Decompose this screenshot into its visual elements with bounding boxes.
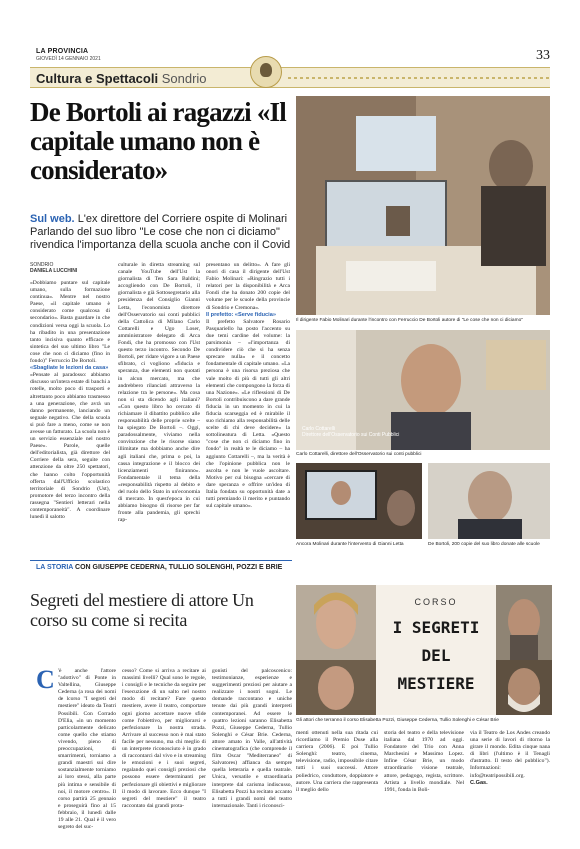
course-title-sign [376,585,496,715]
issue-date: GIOVEDÌ 14 GENNAIO 2021 [36,56,101,62]
overlay-name: Carlo Cottarelli [302,426,336,432]
article2-column-5: storia del teatro e della televisione italiana dal 1970 ad oggi. Fondatore del Trio con Anna Marchesini e Massimo Lopez. Infine César Brie, un modo straordinario visione teatrale, attore, pedagogo, regista, scrittore. Artista a livello mondiale. Nel 1991, fonda in Boli- [384,730,464,793]
article-column-1 [30,280,110,530]
article2-column-3: gonisti del palcoscenico: testimonianze, esperienze e suggerimenti preziosi per aiutare a realizzare i nostri sogni. Le domande raccontano e uniche tenute dai più grandi interpreti contemporanei. Ad essere le quattro lezioni saranno Elisabetta Pozzi, Giuseppe Cederna, Tullio Solenghi e César Brie. Cederna, attore amato in Valle, all'attività cinematografica (che comprende il film Oscar "Mediterraneo" di Salvatores) affianca da sempre quella letteraria e quella teatrale. Unica, versatile e straordinaria interprete dal carisma indiscusso, Elisabetta Pozzi ha recitato accanto a tutti i grandi nomi del teatro internazionale. Tanti i riconosci- [212,668,292,809]
video-overlay-name [302,426,399,438]
photo-caption: Il dirigente Fabio Molinari durante l'incontro con Ferruccio De Bortoli autore di "Le cose che non ci diciamo" [296,318,523,323]
article-paragraph: «Pensate al paradosso: abbiamo discusso un'intera estate di banchi a rotelle, molto poco di trasporti e altrettanto poco abbiamo trasmesso a una generazione, che avrà un danno permanente, lanciando un segnale negativo. Che della scuola si può fare a meno, come se non avesse un fatturato. La scuola non è un servizio essenziale nel nostro Paese». Parole, quelle dell'editorialista, già direttore del Corriere della sera, seguite con attenzione da oltre 250 spettatori, che hanno colto l'opportunità offerta dall'Ufficio scolastico territoriale di Sondrio (Ust), promotore del terzo incontro della rassegna "Sentieri letterari nella contemporaneità". A coordinare lunedì il salotto [30,372,110,521]
photo-video-call [296,96,550,315]
photo-caption: De Bortoli, 200 copie del suo libro donate alle scuole [428,542,540,547]
sign-line-1: I SEGRETI [392,618,480,637]
article-standfirst [30,213,292,252]
decorative-divider [288,77,550,79]
photo-tullio-solenghi [296,660,376,715]
article-author: C.Gas. [470,779,488,786]
photo-caption: Gli attori che terranno il corso Elisabetta Pozzi, Giuseppe Cederna, Tullio Solenghi e César Brie [296,718,499,723]
article2-column-4: menti ottenuti nella sua ritada cui ricordiamo il Premio Duse alla carriera (2006). E poi Tullio Solenghi: teatro, cinema, televisione, radio, impossibile citare tutti i suoi successi. Attore poliedrico, conduttore, doppiatore e autore. Una carriera che rappresenta il meglio dello [296,730,378,793]
newspaper-name: LA PROVINCIA [36,48,89,55]
article2-column-2: cesso? Come si arriva a recitare ai massimi livelli? Qual sono le regole, i consigli e le tecniche da seguire per l'esecuzione di un salto nel nostro modo di recitare? Fare questo mestiere, avere il teatro, comportare ogni giorno accettare nuove sfide come l'obiettivo, per migliorarsi e perfezionare la nostra strada. Arrivare al successo non è mai stato facile per nessuno, ma chi meglio di un interprete riconosciuto è in grado di raccontarci dal vivo e in streaming le emozioni e i suoi segreti, regalando quei consigli preziosi che possono essere determinanti per perfezionare gli obiettivi e migliorare il modo di lavorare. Ecco dunque "I segreti del mestiere" il teatro raccontato dai grandi prota- [122,668,206,809]
article-paragraph: via il Teatro de Los Andes creando una serie di lavori di ritorno la girare il mondo. Edita cinque nana di libri (l'ultimo è il Tenagli d'astratto. Il testo del pubblico"). Informazioni: info@teatripossibili.org. [470,730,550,779]
story-label-bar [30,560,292,576]
article2-column-6 [470,730,550,838]
article-headline: De Bortoli ai ragazzi «Il capitale umano non è considerato» [30,97,286,185]
section-title-location: Sondrio [161,71,207,86]
story-label [36,564,282,571]
sign-line-2: DEL [421,646,451,665]
portrait-logo-icon [250,56,282,88]
photo-de-bortoli [428,463,550,539]
article2-column-1: 'è anche l'attore "adottivo" di Ponte in Valtellina, Giuseppe Cederna (a rosa dei nomi de lcorso "I segreti del mestiere" ideato da Teatri Possibili. Con Corrado D'Elia, «in un momento particolarmente delicato come quello che stiamo vivendo, pieno di preoccupazioni, di smarrimenti, torniamo a grandi maestri sui dire sostanzialmente torniamo ai loro stessi, alla parte più intima e sensibile di noi, il motore centro». Il corso partirà 25 gennaio e proseguirà fino al 15 febbraio, il lunedì dalle 19 alle 21. Qual è il vero segreto del suc- [58,668,116,831]
photo-carlo-cottarelli [296,330,550,450]
byline-place: SONDRIO [30,262,54,268]
article-column-2 [118,262,200,530]
article-column-3 [206,262,290,530]
section-title [36,71,207,86]
standfirst-text: L'ex direttore del Corriere ospite di Molinari Parlando del suo libro "Le cose che non ci diciamo" rivendica l'importanza della scuola anche con il Covid [30,213,291,251]
article-paragraph: presentano un delitto». A fare gli onori di casa il dirigente dell'Ust Fabio Molinari: «Ringrazio tutti i relatori per la disponibilità e Arca Fondi che ha donato 200 copie del volume per le scuole della provincie di Sondrio e Cremona». [206,262,290,311]
photo-caption: Carlo Cottarelli, direttore dell'Osservatorio sui conti pubblici [296,452,422,457]
sign-corso-label: CORSO [414,597,458,607]
photo-molinari-letta [296,463,422,539]
byline-author: DANIELA LUCCHINI [30,268,78,274]
page-number: 33 [536,48,550,63]
byline [30,262,110,274]
overlay-role: Direttore dell'Osservatorio sui Conti Pubblici [302,432,400,438]
section-title-main: Cultura e Spettacoli [36,71,159,86]
article-paragraph: culturale in diretta streaming sul canale YouTube dell'Ust la giornalista di Ten Sara Baldini; accogliendo con De Bortoli, il giornalista e già Sottosegretario alla presidenza del Consiglio Gianni Letta, l'economista direttore dell'Osservatorio sui conti pubblici della Cattolica di Milano Carlo Cottarelli e Ugo Loser, amministratore delegato di Arca Fondi, che ha promosso con l'Ust questo terzo incontro. Secondo De Bortoli, per ridare vigore a un Paese sfibrato, ci vogliono «fiducia e speranza, due elementi non quotati in alcun mercato, ma che andrebbero rilanciati attraverso la relazione tra le persone». Ma cosa non si sta dicendo agli italiani? «Con questo libro ho cercato di richiamare il dibattito pubblico alle responsabilità delle proprie scelte – ha spiegato De Bortoli –. Oggi, paradossalmente, viviamo nella convinzione che le risorse siano illimitate ma dobbiamo anche dire agli italiani che, prima o poi, la cassa integrazione e il blocco dei licenziamenti finiranno». Fondamentale il tema della «responsabilità rispetto al debito e del ruolo dello Stato in un'economia di mercato. In quest'epoca in cui abbiamo bisogno di risorse per far fronte alla pandemia, gli sprechi rap- [118,262,200,524]
standfirst-kicker: Sul web. [30,213,75,225]
article-subheading: «Sbagliate le lezioni da casa» [30,365,109,372]
sign-line-3: MESTIERE [397,674,475,693]
photo-elisabetta-pozzi [296,585,376,660]
story-tag-people: CON GIUSEPPE CEDERNA, TULLIO SOLENGHI, POZZI E BRIE [75,564,283,571]
photo-giuseppe-cederna [496,585,552,660]
story-tag: LA STORIA [36,564,74,571]
article-headline-2: Segreti del mestiere di attore Un corso su come si recita [30,590,254,630]
article-subheading: Il prefetto: «Serve fiducia» [206,311,276,318]
photo-cesar-brie [496,660,552,715]
photo-caption: Ancora Molinari durante l'intervento di Gianni Letta [296,542,404,547]
article-paragraph: Il prefetto Salvatore Rosario Pasquariello ha posto l'accento su due temi cardine del volume: la parsimonia – «l'importanza di condividere ciò che si ha senza sprecare nulla» e il concetto fondamentale di capitale umano. «La persona è una risorsa preziosa che vale molto di più di tutti gli altri elementi che compongono la forza di una Nazione». «Le riflessioni di De Bortoli contribuiscono a dare grande fiducia in un momento in cui la fiducia scarseggia ed è mirabile il suo richiamo alla responsabilità delle scelte di chi deve decidere» la sottolineatura di Letta. «Questo "cose che non ci diciamo fino in fondo" in realtà te le diciamo – ha aggiunto Cottarelli –, ma la verità è che l'opinione pubblica non le ascolta e non le vuole ascoltare. Motivo per cui bisogna «cercare di dare speranza e offrire un'idea di Italia fondata su opportunità date a tutti premiando il merito e puntando sul capitale umano». [206,318,290,510]
drop-cap: C [36,665,55,694]
article-paragraph: «Dobbiamo puntare sul capitale umano, sulla formazione continua». Mentre nel nostro Paese, «il capitale umano è considerato come qualcosa di secondario». Basta guardare in che condizioni versa oggi la scuola. Lo ha ribadito in una presentazione tanto incisiva quanto efficace e sintetica del suo ultimo libro "Le cose che non ci diciamo (fino in fondo)" Ferruccio De Bortoli. [30,280,110,365]
